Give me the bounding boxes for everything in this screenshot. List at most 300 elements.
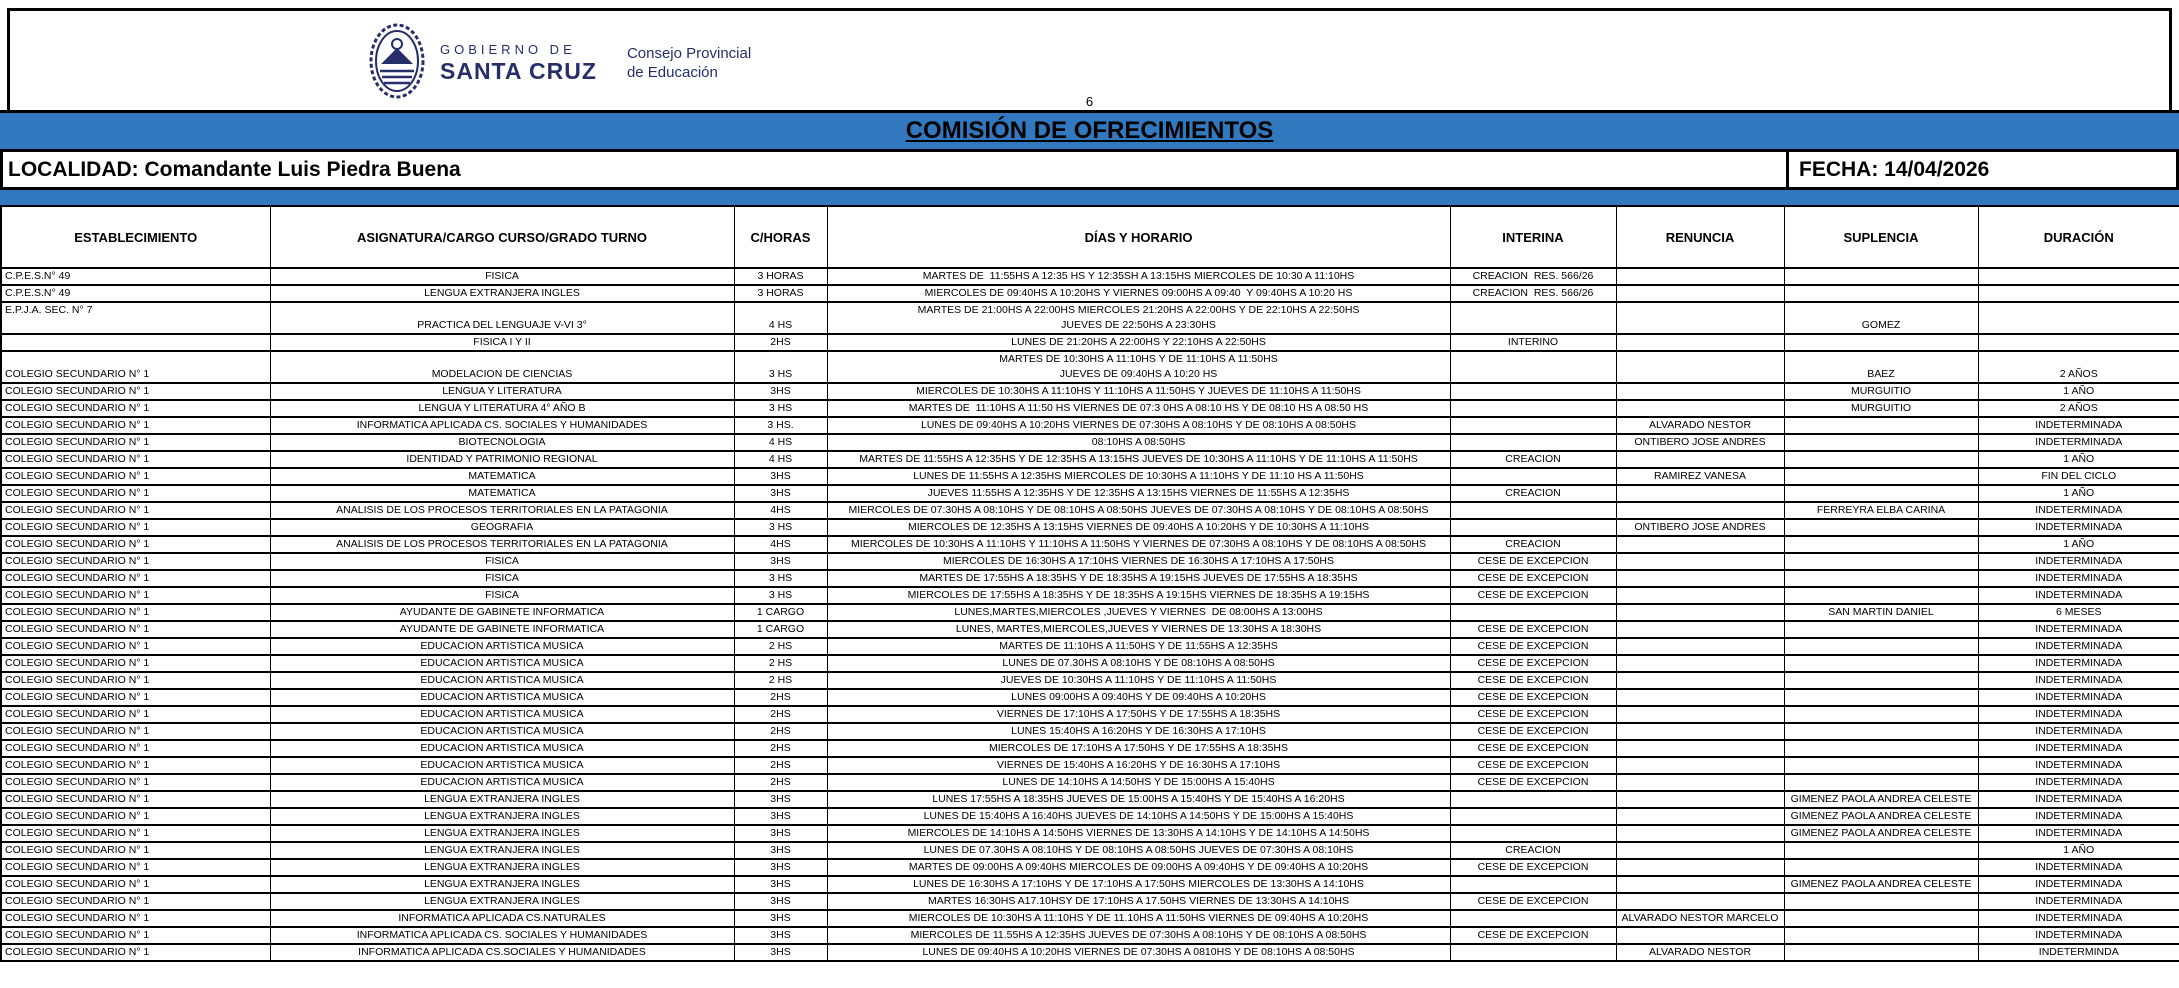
government-wordmark xyxy=(440,42,613,85)
cell-duracion: INDETERMINADA xyxy=(1978,587,2179,604)
cell-interina: CESE DE EXCEPCION xyxy=(1450,621,1616,638)
cell-duracion: INDETERMINADA xyxy=(1978,910,2179,927)
cell-dias-horario: LUNES DE 21:20HS A 22:00HS Y 22:10HS A 22:50HS xyxy=(827,334,1450,351)
cell-suplencia xyxy=(1784,944,1978,961)
cell-duracion: INDETERMINADA xyxy=(1978,417,2179,434)
cell-asignatura-cargo: INFORMATICA APLICADA CS. SOCIALES Y HUMANIDADES xyxy=(270,417,734,434)
cell-establecimiento: COLEGIO SECUNDARIO N° 1 xyxy=(1,672,270,689)
cell-renuncia xyxy=(1616,536,1784,553)
cell-renuncia xyxy=(1616,604,1784,621)
cell-renuncia xyxy=(1616,740,1784,757)
cell-renuncia xyxy=(1616,553,1784,570)
column-header-dias-horario: DÍAS Y HORARIO xyxy=(827,206,1450,268)
cell-asignatura-cargo: IDENTIDAD Y PATRIMONIO REGIONAL xyxy=(270,451,734,468)
cell-renuncia xyxy=(1616,334,1784,351)
column-header-interina: INTERINA xyxy=(1450,206,1616,268)
cell-c-horas: 3HS xyxy=(734,553,827,570)
cell-interina xyxy=(1450,302,1616,334)
cell-asignatura-cargo: LENGUA EXTRANJERA INGLES xyxy=(270,791,734,808)
cell-interina xyxy=(1450,468,1616,485)
cell-c-horas: 3 HS xyxy=(734,400,827,417)
cell-suplencia xyxy=(1784,638,1978,655)
cell-interina xyxy=(1450,351,1616,383)
cell-duracion: INDETERMINADA xyxy=(1978,434,2179,451)
cell-duracion: INDETERMINADA xyxy=(1978,655,2179,672)
cell-renuncia xyxy=(1616,893,1784,910)
cell-suplencia xyxy=(1784,536,1978,553)
cell-establecimiento: COLEGIO SECUNDARIO N° 1 xyxy=(1,706,270,723)
cell-asignatura-cargo: FISICA xyxy=(270,553,734,570)
cell-asignatura-cargo: EDUCACION ARTISTICA MUSICA xyxy=(270,672,734,689)
cell-establecimiento: COLEGIO SECUNDARIO N° 1 xyxy=(1,417,270,434)
cell-suplencia: GIMENEZ PAOLA ANDREA CELESTE xyxy=(1784,791,1978,808)
cell-asignatura-cargo: LENGUA EXTRANJERA INGLES xyxy=(270,876,734,893)
table-row xyxy=(1,400,2179,417)
cell-interina: CREACION xyxy=(1450,485,1616,502)
cell-renuncia: ONTIBERO JOSE ANDRES xyxy=(1616,519,1784,536)
cell-interina xyxy=(1450,383,1616,400)
cell-asignatura-cargo: INFORMATICA APLICADA CS.NATURALES xyxy=(270,910,734,927)
cell-establecimiento: COLEGIO SECUNDARIO N° 1 xyxy=(1,876,270,893)
cell-establecimiento: COLEGIO SECUNDARIO N° 1 xyxy=(1,468,270,485)
cell-dias-horario: MARTES DE 11:10HS A 11:50HS Y DE 11:55HS A 12:35HS xyxy=(827,638,1450,655)
cell-c-horas: 3 HS xyxy=(734,587,827,604)
cell-dias-horario: LUNES DE 14:10HS A 14:50HS Y DE 15:00HS A 15:40HS xyxy=(827,774,1450,791)
cell-renuncia xyxy=(1616,825,1784,842)
cell-dias-horario: MARTES DE 10:30HS A 11:10HS Y DE 11:10HS A 11:50HS JUEVES DE 09:40HS A 10:20 HS xyxy=(827,351,1450,383)
cell-renuncia: ALVARADO NESTOR MARCELO xyxy=(1616,910,1784,927)
cell-suplencia: GIMENEZ PAOLA ANDREA CELESTE xyxy=(1784,876,1978,893)
cell-duracion: INDETERMINADA xyxy=(1978,689,2179,706)
cell-dias-horario: MARTES DE 11:55HS A 12:35 HS Y 12:35SH A 13:15HS MIERCOLES DE 10:30 A 11:10HS xyxy=(827,268,1450,285)
cell-dias-horario: MIERCOLES DE 09:40HS A 10:20HS Y VIERNES 09:00HS A 09:40 Y 09:40HS A 10:20 HS xyxy=(827,285,1450,302)
cell-dias-horario: LUNES DE 16:30HS A 17:10HS Y DE 17:10HS A 17:50HS MIERCOLES DE 13:30HS A 14:10HS xyxy=(827,876,1450,893)
cell-renuncia xyxy=(1616,302,1784,334)
cell-establecimiento: COLEGIO SECUNDARIO N° 1 xyxy=(1,485,270,502)
table-row xyxy=(1,502,2179,519)
cell-duracion: 1 AÑO xyxy=(1978,485,2179,502)
cell-asignatura-cargo: FISICA xyxy=(270,268,734,285)
letterhead xyxy=(7,8,2172,110)
cell-establecimiento: COLEGIO SECUNDARIO N° 1 xyxy=(1,910,270,927)
cell-asignatura-cargo: MATEMATICA xyxy=(270,485,734,502)
table-row xyxy=(1,825,2179,842)
cell-duracion: INDETERMINADA xyxy=(1978,672,2179,689)
table-row xyxy=(1,383,2179,400)
table-row xyxy=(1,417,2179,434)
gobierno-de-label: GOBIERNO DE xyxy=(440,42,576,57)
table-row xyxy=(1,302,2179,334)
table-row xyxy=(1,876,2179,893)
cell-dias-horario: MIERCOLES DE 14:10HS A 14:50HS VIERNES DE 13:30HS A 14:10HS Y DE 14:10HS A 14:50HS xyxy=(827,825,1450,842)
cell-duracion: INDETERMINDA xyxy=(1978,944,2179,961)
cell-duracion: 1 AÑO xyxy=(1978,842,2179,859)
cell-c-horas: 3HS xyxy=(734,859,827,876)
cell-suplencia xyxy=(1784,285,1978,302)
table-row xyxy=(1,672,2179,689)
cell-dias-horario: LUNES DE 11:55HS A 12:35HS MIERCOLES DE 10:30HS A 11:10HS Y DE 11:10 HS A 11:50HS xyxy=(827,468,1450,485)
cell-dias-horario: LUNES DE 09:40HS A 10:20HS VIERNES DE 07:30HS A 0810HS Y DE 08:10HS A 08:50HS xyxy=(827,944,1450,961)
cell-renuncia xyxy=(1616,383,1784,400)
cell-asignatura-cargo: MODELACION DE CIENCIAS xyxy=(270,351,734,383)
cell-suplencia xyxy=(1784,757,1978,774)
cell-c-horas: 3HS xyxy=(734,876,827,893)
cell-renuncia xyxy=(1616,672,1784,689)
cell-asignatura-cargo: EDUCACION ARTISTICA MUSICA xyxy=(270,689,734,706)
cell-renuncia xyxy=(1616,351,1784,383)
cell-renuncia: RAMIREZ VANESA xyxy=(1616,468,1784,485)
santa-cruz-label: SANTA CRUZ xyxy=(440,58,597,84)
cell-interina xyxy=(1450,604,1616,621)
cell-suplencia: GIMENEZ PAOLA ANDREA CELESTE xyxy=(1784,808,1978,825)
cell-suplencia: MURGUITIO xyxy=(1784,383,1978,400)
cell-suplencia xyxy=(1784,893,1978,910)
cell-establecimiento: E.P.J.A. SEC. N° 7 xyxy=(1,302,270,334)
cell-dias-horario: MARTES DE 09:00HS A 09:40HS MIERCOLES DE 09:00HS A 09:40HS Y DE 09:40HS A 10:20HS xyxy=(827,859,1450,876)
cell-interina xyxy=(1450,519,1616,536)
cell-establecimiento: COLEGIO SECUNDARIO N° 1 xyxy=(1,808,270,825)
cell-duracion xyxy=(1978,302,2179,334)
cell-renuncia xyxy=(1616,502,1784,519)
cell-dias-horario: VIERNES DE 15:40HS A 16:20HS Y DE 16:30HS A 17:10HS xyxy=(827,757,1450,774)
cell-suplencia xyxy=(1784,334,1978,351)
cell-c-horas: 3 HS. xyxy=(734,417,827,434)
cell-dias-horario: MIERCOLES DE 07:30HS A 08:10HS Y DE 08:10HS A 08:50HS JUEVES DE 07:30HS A 08:10HS Y DE 08:10HS A 08:50HS xyxy=(827,502,1450,519)
table-row xyxy=(1,808,2179,825)
cell-duracion: INDETERMINADA xyxy=(1978,859,2179,876)
cell-renuncia xyxy=(1616,859,1784,876)
separator-strip xyxy=(0,190,2179,205)
table-row xyxy=(1,621,2179,638)
cell-duracion xyxy=(1978,334,2179,351)
cell-establecimiento: COLEGIO SECUNDARIO N° 1 xyxy=(1,655,270,672)
table-row xyxy=(1,570,2179,587)
table-row xyxy=(1,859,2179,876)
cell-renuncia xyxy=(1616,638,1784,655)
cell-dias-horario: LUNES DE 07.30HS A 08:10HS Y DE 08:10HS A 08:50HS JUEVES DE 07:30HS A 08:10HS xyxy=(827,842,1450,859)
cell-interina: CESE DE EXCEPCION xyxy=(1450,638,1616,655)
cell-c-horas: 3HS xyxy=(734,791,827,808)
cell-duracion: INDETERMINADA xyxy=(1978,893,2179,910)
cell-suplencia xyxy=(1784,468,1978,485)
table-row xyxy=(1,927,2179,944)
cell-establecimiento: C.P.E.S.N° 49 xyxy=(1,268,270,285)
cell-duracion xyxy=(1978,268,2179,285)
cell-suplencia: GIMENEZ PAOLA ANDREA CELESTE xyxy=(1784,825,1978,842)
cell-c-horas: 2HS xyxy=(734,723,827,740)
table-row xyxy=(1,536,2179,553)
table-row xyxy=(1,638,2179,655)
table-row xyxy=(1,944,2179,961)
cell-asignatura-cargo: LENGUA Y LITERATURA xyxy=(270,383,734,400)
cell-suplencia xyxy=(1784,621,1978,638)
cell-c-horas: 3HS xyxy=(734,485,827,502)
cell-asignatura-cargo: FISICA I Y II xyxy=(270,334,734,351)
cell-suplencia: BAEZ xyxy=(1784,351,1978,383)
cell-suplencia xyxy=(1784,740,1978,757)
cell-asignatura-cargo: EDUCACION ARTISTICA MUSICA xyxy=(270,638,734,655)
cell-interina: CESE DE EXCEPCION xyxy=(1450,927,1616,944)
cell-c-horas: 3HS xyxy=(734,893,827,910)
table-row xyxy=(1,740,2179,757)
cell-interina: CREACION xyxy=(1450,536,1616,553)
cell-dias-horario: MIERCOLES DE 11.55HS A 12:35HS JUEVES DE 07:30HS A 08:10HS Y DE 08:10HS A 08:50HS xyxy=(827,927,1450,944)
cell-interina xyxy=(1450,417,1616,434)
cell-interina: CESE DE EXCEPCION xyxy=(1450,740,1616,757)
title-banner xyxy=(0,110,2179,152)
cell-renuncia xyxy=(1616,774,1784,791)
cell-suplencia xyxy=(1784,451,1978,468)
cell-duracion: INDETERMINADA xyxy=(1978,706,2179,723)
cell-asignatura-cargo: FISICA xyxy=(270,570,734,587)
cell-renuncia xyxy=(1616,706,1784,723)
cell-suplencia xyxy=(1784,706,1978,723)
cell-duracion: 6 MESES xyxy=(1978,604,2179,621)
cell-c-horas: 2HS xyxy=(734,706,827,723)
column-header-duracion: DURACIÓN xyxy=(1978,206,2179,268)
cell-interina: CESE DE EXCEPCION xyxy=(1450,774,1616,791)
cell-interina: CESE DE EXCEPCION xyxy=(1450,893,1616,910)
cell-renuncia xyxy=(1616,927,1784,944)
cell-establecimiento: COLEGIO SECUNDARIO N° 1 xyxy=(1,570,270,587)
table-row xyxy=(1,893,2179,910)
cell-suplencia xyxy=(1784,570,1978,587)
government-logo xyxy=(368,23,751,104)
cell-establecimiento: COLEGIO SECUNDARIO N° 1 xyxy=(1,859,270,876)
cell-suplencia: SAN MARTIN DANIEL xyxy=(1784,604,1978,621)
cell-interina: CESE DE EXCEPCION xyxy=(1450,655,1616,672)
cell-asignatura-cargo: ANALISIS DE LOS PROCESOS TERRITORIALES EN LA PATAGONIA xyxy=(270,502,734,519)
cell-interina xyxy=(1450,808,1616,825)
cell-duracion: INDETERMINADA xyxy=(1978,825,2179,842)
cell-suplencia: FERREYRA ELBA CARINA xyxy=(1784,502,1978,519)
santa-cruz-coat-of-arms-icon xyxy=(368,23,426,104)
cell-renuncia xyxy=(1616,808,1784,825)
cell-dias-horario: MARTES DE 11:55HS A 12:35HS Y DE 12:35HS A 13:15HS JUEVES DE 10:30HS A 11:10HS Y DE 11:10HS A 11:50HS xyxy=(827,451,1450,468)
cell-interina xyxy=(1450,791,1616,808)
table-row xyxy=(1,706,2179,723)
cell-renuncia xyxy=(1616,723,1784,740)
cell-duracion: INDETERMINADA xyxy=(1978,757,2179,774)
cell-duracion: INDETERMINADA xyxy=(1978,519,2179,536)
cell-interina xyxy=(1450,910,1616,927)
cell-asignatura-cargo: MATEMATICA xyxy=(270,468,734,485)
cell-duracion: INDETERMINADA xyxy=(1978,774,2179,791)
cell-dias-horario: MIERCOLES DE 10:30HS A 11:10HS Y 11:10HS A 11:50HS Y JUEVES DE 11:10HS A 11:50HS xyxy=(827,383,1450,400)
cell-suplencia: MURGUITIO xyxy=(1784,400,1978,417)
cell-suplencia xyxy=(1784,587,1978,604)
cell-asignatura-cargo: BIOTECNOLOGIA xyxy=(270,434,734,451)
cell-c-horas: 3 HS xyxy=(734,519,827,536)
table-row xyxy=(1,519,2179,536)
cell-establecimiento: COLEGIO SECUNDARIO N° 1 xyxy=(1,400,270,417)
cell-establecimiento: COLEGIO SECUNDARIO N° 1 xyxy=(1,587,270,604)
cell-asignatura-cargo: LENGUA EXTRANJERA INGLES xyxy=(270,842,734,859)
column-header-establecimiento: ESTABLECIMIENTO xyxy=(1,206,270,268)
cell-c-horas: 1 CARGO xyxy=(734,604,827,621)
cell-suplencia xyxy=(1784,689,1978,706)
table-row xyxy=(1,451,2179,468)
cell-dias-horario: MIERCOLES DE 10:30HS A 11:10HS Y 11:10HS A 11:50HS Y VIERNES DE 07:30HS A 08:10HS Y DE 08:10HS A 08:50HS xyxy=(827,536,1450,553)
cell-interina: CESE DE EXCEPCION xyxy=(1450,672,1616,689)
cell-duracion: INDETERMINADA xyxy=(1978,621,2179,638)
cell-suplencia xyxy=(1784,859,1978,876)
cell-interina: CREACION RES. 566/26 xyxy=(1450,268,1616,285)
cell-renuncia xyxy=(1616,621,1784,638)
cell-interina xyxy=(1450,944,1616,961)
table-row xyxy=(1,553,2179,570)
cell-establecimiento: COLEGIO SECUNDARIO N° 1 xyxy=(1,927,270,944)
cell-asignatura-cargo: EDUCACION ARTISTICA MUSICA xyxy=(270,723,734,740)
cell-renuncia xyxy=(1616,485,1784,502)
table-row xyxy=(1,689,2179,706)
cell-interina: CESE DE EXCEPCION xyxy=(1450,553,1616,570)
cell-dias-horario: LUNES,MARTES,MIERCOLES ,JUEVES Y VIERNES DE 08:00HS A 13:00HS xyxy=(827,604,1450,621)
table-row xyxy=(1,351,2179,383)
cell-establecimiento: COLEGIO SECUNDARIO N° 1 xyxy=(1,621,270,638)
consejo-provincial-label: Consejo Provincial de Educación xyxy=(626,44,752,81)
cell-asignatura-cargo: PRACTICA DEL LENGUAJE V-VI 3° xyxy=(270,302,734,334)
cell-c-horas: 3HS xyxy=(734,842,827,859)
cell-interina: CREACION RES. 566/26 xyxy=(1450,285,1616,302)
cell-dias-horario: MIERCOLES DE 10:30HS A 11:10HS Y DE 11.10HS A 11:50HS VIERNES DE 09:40HS A 10:20HS xyxy=(827,910,1450,927)
cell-c-horas: 3 HS xyxy=(734,570,827,587)
cell-suplencia xyxy=(1784,434,1978,451)
cell-c-horas: 4 HS xyxy=(734,451,827,468)
table-row xyxy=(1,910,2179,927)
cell-interina: CESE DE EXCEPCION xyxy=(1450,706,1616,723)
cell-renuncia xyxy=(1616,842,1784,859)
table-row xyxy=(1,723,2179,740)
cell-renuncia xyxy=(1616,268,1784,285)
cell-renuncia xyxy=(1616,570,1784,587)
cell-dias-horario: LUNES 09:00HS A 09:40HS Y DE 09:40HS A 10:20HS xyxy=(827,689,1450,706)
table-row xyxy=(1,604,2179,621)
cell-dias-horario: MARTES 16:30HS A17.10HSY DE 17:10HS A 17.50HS VIERNES DE 13:30HS A 14:10HS xyxy=(827,893,1450,910)
cell-c-horas: 3HS xyxy=(734,383,827,400)
cell-dias-horario: LUNES 15:40HS A 16:20HS Y DE 16:30HS A 17:10HS xyxy=(827,723,1450,740)
cell-duracion: INDETERMINADA xyxy=(1978,502,2179,519)
cell-renuncia xyxy=(1616,876,1784,893)
cell-establecimiento: COLEGIO SECUNDARIO N° 1 xyxy=(1,434,270,451)
cell-duracion: INDETERMINADA xyxy=(1978,740,2179,757)
cell-establecimiento: COLEGIO SECUNDARIO N° 1 xyxy=(1,536,270,553)
cell-renuncia xyxy=(1616,587,1784,604)
cell-dias-horario: LUNES, MARTES,MIERCOLES,JUEVES Y VIERNES DE 13:30HS A 18:30HS xyxy=(827,621,1450,638)
cell-dias-horario: MIERCOLES DE 17:55HS A 18:35HS Y DE 18:35HS A 19:15HS VIERNES DE 18:35HS A 19:15HS xyxy=(827,587,1450,604)
cell-asignatura-cargo: LENGUA EXTRANJERA INGLES xyxy=(270,285,734,302)
offers-table xyxy=(0,205,2179,962)
cell-renuncia xyxy=(1616,655,1784,672)
cell-c-horas: 2 HS xyxy=(734,655,827,672)
cell-establecimiento: COLEGIO SECUNDARIO N° 1 xyxy=(1,944,270,961)
cell-duracion: INDETERMINADA xyxy=(1978,553,2179,570)
cell-establecimiento xyxy=(1,334,270,351)
cell-duracion: 1 AÑO xyxy=(1978,383,2179,400)
cell-duracion: 2 AÑOS xyxy=(1978,400,2179,417)
cell-suplencia: GOMEZ xyxy=(1784,302,1978,334)
cell-dias-horario: 08:10HS A 08:50HS xyxy=(827,434,1450,451)
cell-interina: CREACION xyxy=(1450,842,1616,859)
cell-asignatura-cargo: EDUCACION ARTISTICA MUSICA xyxy=(270,757,734,774)
cell-interina xyxy=(1450,876,1616,893)
cell-c-horas: 2HS xyxy=(734,757,827,774)
cell-dias-horario: LUNES DE 09:40HS A 10:20HS VIERNES DE 07:30HS A 08:10HS Y DE 08:10HS A 08:50HS xyxy=(827,417,1450,434)
cell-establecimiento: COLEGIO SECUNDARIO N° 1 xyxy=(1,502,270,519)
cell-c-horas: 4 HS xyxy=(734,302,827,334)
cell-establecimiento: COLEGIO SECUNDARIO N° 1 xyxy=(1,723,270,740)
cell-dias-horario: MARTES DE 11:10HS A 11:50 HS VIERNES DE 07:3 0HS A 08:10 HS Y DE 08:10 HS A 08:50 HS xyxy=(827,400,1450,417)
cell-suplencia xyxy=(1784,672,1978,689)
table-row xyxy=(1,485,2179,502)
cell-establecimiento: COLEGIO SECUNDARIO N° 1 xyxy=(1,774,270,791)
cell-suplencia xyxy=(1784,655,1978,672)
column-header-renuncia: RENUNCIA xyxy=(1616,206,1784,268)
cell-c-horas: 2 HS xyxy=(734,672,827,689)
cell-interina: CESE DE EXCEPCION xyxy=(1450,757,1616,774)
cell-interina xyxy=(1450,400,1616,417)
cell-renuncia xyxy=(1616,400,1784,417)
table-row xyxy=(1,655,2179,672)
cell-c-horas: 1 CARGO xyxy=(734,621,827,638)
cell-establecimiento: COLEGIO SECUNDARIO N° 1 xyxy=(1,757,270,774)
cell-c-horas: 3 HS xyxy=(734,351,827,383)
cell-establecimiento: COLEGIO SECUNDARIO N° 1 xyxy=(1,791,270,808)
cell-renuncia xyxy=(1616,791,1784,808)
cell-renuncia: ONTIBERO JOSE ANDRES xyxy=(1616,434,1784,451)
table-row xyxy=(1,791,2179,808)
cell-c-horas: 3HS xyxy=(734,910,827,927)
table-row xyxy=(1,774,2179,791)
table-row xyxy=(1,842,2179,859)
cell-establecimiento: COLEGIO SECUNDARIO N° 1 xyxy=(1,825,270,842)
table-row xyxy=(1,757,2179,774)
cell-asignatura-cargo: LENGUA EXTRANJERA INGLES xyxy=(270,825,734,842)
cell-suplencia xyxy=(1784,774,1978,791)
cell-suplencia xyxy=(1784,268,1978,285)
cell-dias-horario: LUNES DE 15:40HS A 16:40HS JUEVES DE 14:10HS A 14:50HS Y DE 15:00HS A 15:40HS xyxy=(827,808,1450,825)
table-row xyxy=(1,285,2179,302)
cell-duracion: INDETERMINADA xyxy=(1978,791,2179,808)
cell-c-horas: 3HS xyxy=(734,808,827,825)
cell-establecimiento: COLEGIO SECUNDARIO N° 1 xyxy=(1,638,270,655)
page-number: 6 xyxy=(1085,94,1094,109)
cell-suplencia xyxy=(1784,553,1978,570)
cell-c-horas: 2 HS xyxy=(734,638,827,655)
cell-duracion: INDETERMINADA xyxy=(1978,723,2179,740)
cell-asignatura-cargo: GEOGRAFIA xyxy=(270,519,734,536)
cell-asignatura-cargo: LENGUA EXTRANJERA INGLES xyxy=(270,808,734,825)
cell-asignatura-cargo: EDUCACION ARTISTICA MUSICA xyxy=(270,740,734,757)
cell-dias-horario: MIERCOLES DE 16:30HS A 17:10HS VIERNES DE 16:30HS A 17:10HS A 17:50HS xyxy=(827,553,1450,570)
cell-duracion: INDETERMINADA xyxy=(1978,638,2179,655)
cell-duracion: INDETERMINADA xyxy=(1978,570,2179,587)
cell-asignatura-cargo: EDUCACION ARTISTICA MUSICA xyxy=(270,774,734,791)
cell-duracion: INDETERMINADA xyxy=(1978,876,2179,893)
cell-establecimiento: COLEGIO SECUNDARIO N° 1 xyxy=(1,451,270,468)
cell-suplencia xyxy=(1784,842,1978,859)
cell-suplencia xyxy=(1784,417,1978,434)
table-row xyxy=(1,587,2179,604)
column-header-c-horas: C/HORAS xyxy=(734,206,827,268)
cell-suplencia xyxy=(1784,910,1978,927)
info-bar xyxy=(0,152,2179,190)
cell-c-horas: 4 HS xyxy=(734,434,827,451)
cell-dias-horario: MIERCOLES DE 17:10HS A 17:50HS Y DE 17:55HS A 18:35HS xyxy=(827,740,1450,757)
cell-establecimiento: COLEGIO SECUNDARIO N° 1 xyxy=(1,604,270,621)
cell-c-horas: 2HS xyxy=(734,334,827,351)
cell-duracion: INDETERMINADA xyxy=(1978,808,2179,825)
